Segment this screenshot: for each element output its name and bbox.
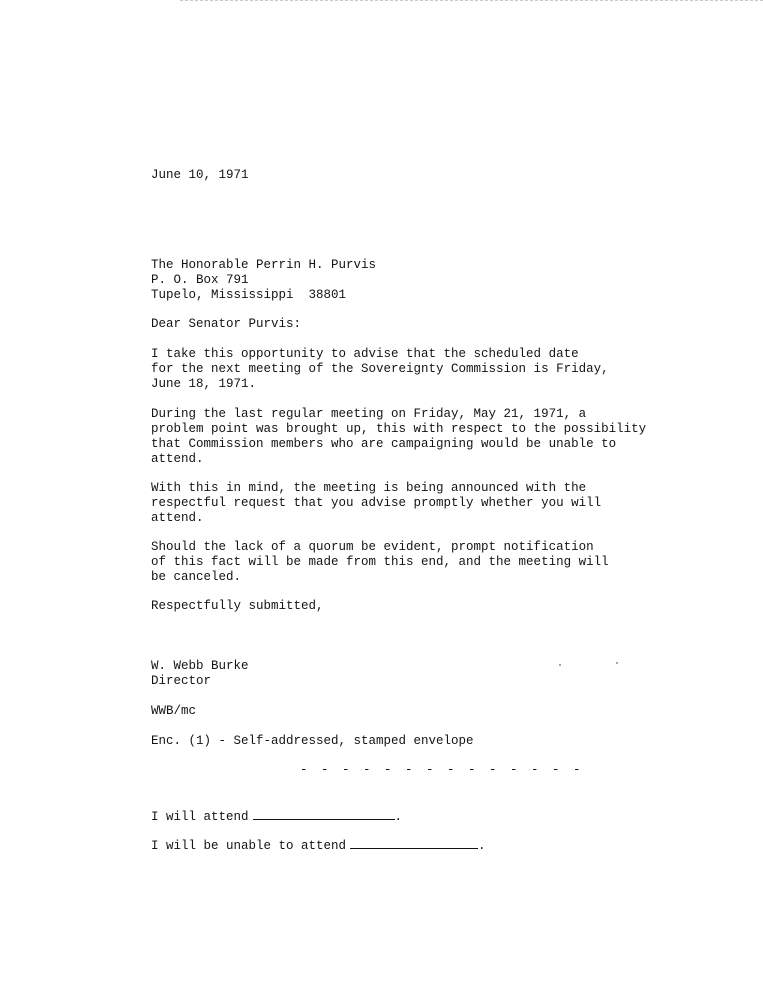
paragraph-line: June 18, 1971. [151, 377, 257, 391]
paragraph-line: for the next meeting of the Sovereignty Commission is Friday, [151, 362, 609, 376]
letter-date: June 10, 1971 [151, 168, 249, 182]
paragraph-line: of this fact will be made from this end, and the meeting will [151, 555, 609, 569]
dashed-separator: - - - - - - - - - - - - - - [300, 763, 584, 777]
recipient-name: The Honorable Perrin H. Purvis [151, 258, 377, 272]
signer-name: W. Webb Burke [151, 659, 249, 673]
scan-speck [559, 664, 561, 666]
paragraph-4 [151, 540, 609, 585]
closing: Respectfully submitted, [151, 599, 324, 613]
paragraph-line: attend. [151, 511, 204, 525]
typist-initials: WWB/mc [151, 704, 197, 718]
enclosure-note: Enc. (1) - Self-addressed, stamped envelope [151, 734, 474, 748]
paragraph-line: I take this opportunity to advise that the scheduled date [151, 347, 579, 361]
paragraph-1 [151, 347, 609, 392]
attend-blank[interactable] [253, 807, 395, 820]
paragraph-line: With this in mind, the meeting is being announced with the [151, 481, 587, 495]
reply-unable-line [151, 836, 486, 854]
paragraph-line: respectful request that you advise promptly whether you will [151, 496, 602, 510]
reply-attend-period: . [394, 810, 403, 824]
reply-unable-label: I will be unable to attend [151, 839, 347, 853]
paragraph-line: that Commission members who are campaigning would be unable to [151, 437, 617, 451]
unable-blank[interactable] [350, 836, 478, 849]
reply-attend-label: I will attend [151, 810, 249, 824]
recipient-box: P. O. Box 791 [151, 273, 249, 287]
paragraph-line: be canceled. [151, 570, 242, 584]
paragraph-2 [151, 407, 646, 467]
paragraph-line: During the last regular meeting on Friday, May 21, 1971, a [151, 407, 587, 421]
paragraph-line: attend. [151, 452, 204, 466]
scan-speck [616, 662, 618, 664]
recipient-city: Tupelo, Mississippi 38801 [151, 288, 347, 302]
top-dashed-edge [180, 0, 763, 1]
signature-block [151, 659, 249, 689]
paragraph-line: Should the lack of a quorum be evident, prompt notification [151, 540, 594, 554]
paragraph-3 [151, 481, 601, 526]
recipient-address [151, 258, 376, 303]
paragraph-line: problem point was brought up, this with respect to the possibility [151, 422, 647, 436]
reply-unable-period: . [478, 839, 486, 853]
reply-attend-line [151, 807, 402, 825]
salutation: Dear Senator Purvis: [151, 317, 302, 331]
signer-title: Director [151, 674, 212, 688]
